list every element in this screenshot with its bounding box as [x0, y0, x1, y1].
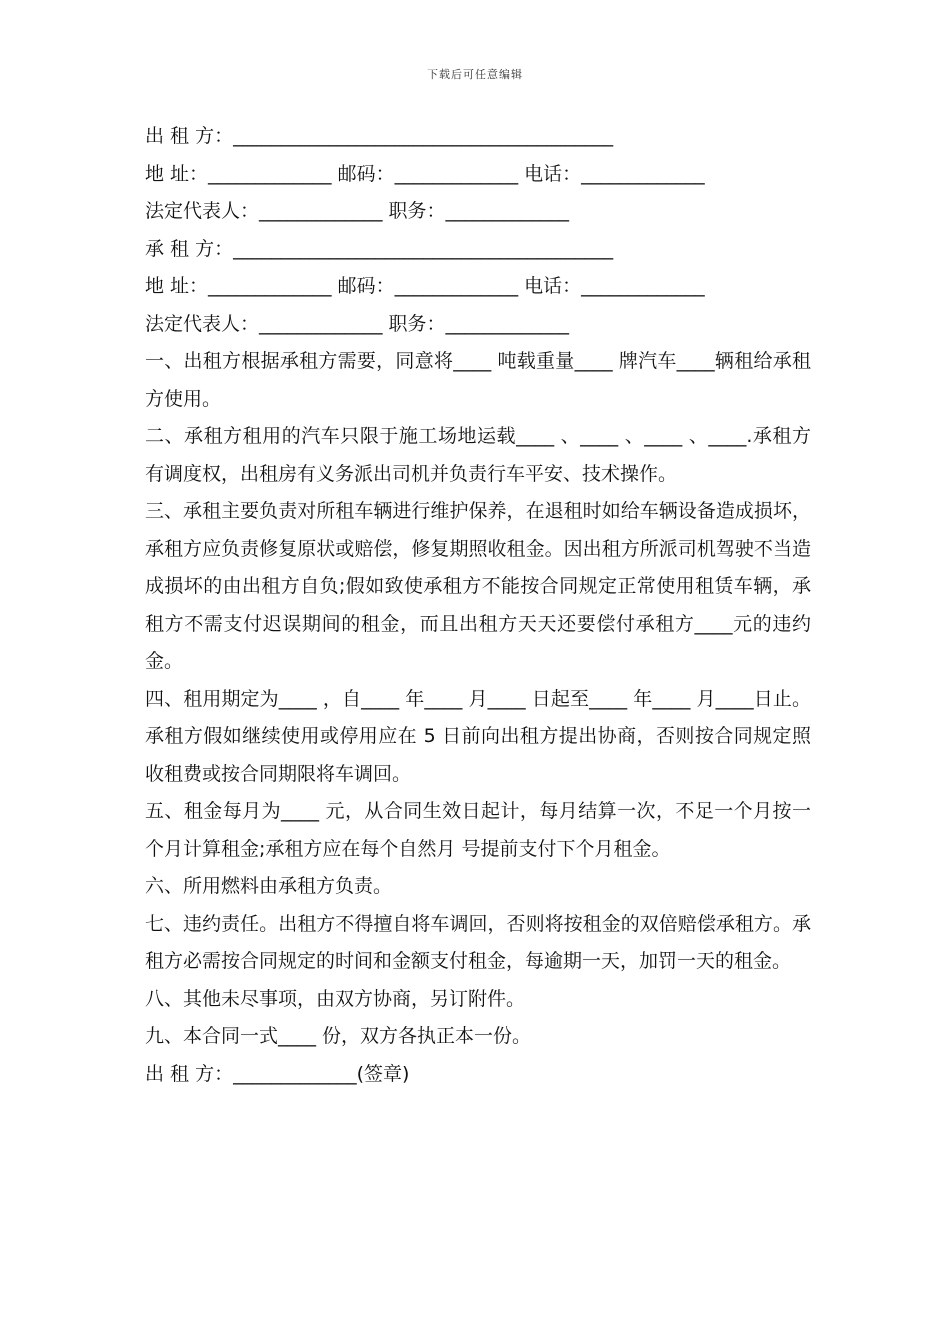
clause-1: 一、出租方根据承租方需要，同意将____ 吨载重量____ 牌汽车____辆租给承租方使用。: [145, 350, 811, 410]
lessor-representative-line: 法定代表人：_____________ 职务：_____________: [145, 200, 570, 222]
clause-2: 二、承租方租用的汽车只限于施工场地运载____ 、____ 、____ 、____.承租方有调度权，出租房有义务派出司机并负责行车平安、技术操作。: [145, 425, 811, 485]
lessor-address-line: 地 址：_____________ 邮码：_____________ 电话：_____________: [145, 162, 705, 185]
page-header: 下载后可任意编辑: [427, 68, 523, 81]
clause-4: 四、租用期定为____ ，自____ 年____ 月____ 日起至____ 年____ 月____日止。承租方假如继续使用或停用应在 5 日前向出租方提出协商，否则按合同规定照收租费或按合同期限将车调回。: [145, 687, 811, 785]
lessee-name-line: 承 租 方：________________________________________: [145, 237, 614, 260]
lessee-address-line: 地 址：_____________ 邮码：_____________ 电话：_____________: [145, 275, 705, 297]
clause-7: 七、违约责任。出租方不得擅自将车调回，否则将按租金的双倍赔偿承租方。承租方必需按合同规定的时间和金额支付租金，每逾期一天，加罚一天的租金。: [145, 912, 811, 972]
lessor-signature-line: 出 租 方：_____________(签章): [145, 1062, 410, 1085]
lessor-name-line: 出 租 方：________________________________________: [145, 125, 614, 147]
clause-8: 八、其他未尽事项，由双方协商，另订附件。: [145, 987, 526, 1010]
clause-5: 五、租金每月为____ 元，从合同生效日起计，每月结算一次，不足一个月按一个月计算租金;承租方应在每个自然月 号提前支付下个月租金。: [145, 800, 811, 860]
clause-3: 三、承租主要负责对所租车辆进行维护保养，在退租时如给车辆设备造成损坏，承租方应负责修复原状或赔偿，修复期照收租金。因出租方所派司机驾驶不当造成损坏的由出租方自负;假如致使承租方不能按合同规定正常使用租赁车辆，承租方不需支付迟误期间的租金，而且出租方天天还要偿付承租方____元的违约金。: [145, 500, 811, 672]
clause-6: 六、所用燃料由承租方负责。: [145, 875, 393, 897]
contract-body: [145, 118, 811, 1093]
clause-9: 九、本合同一式____ 份，双方各执正本一份。: [145, 1025, 532, 1047]
lessee-representative-line: 法定代表人：_____________ 职务：_____________: [145, 312, 570, 335]
